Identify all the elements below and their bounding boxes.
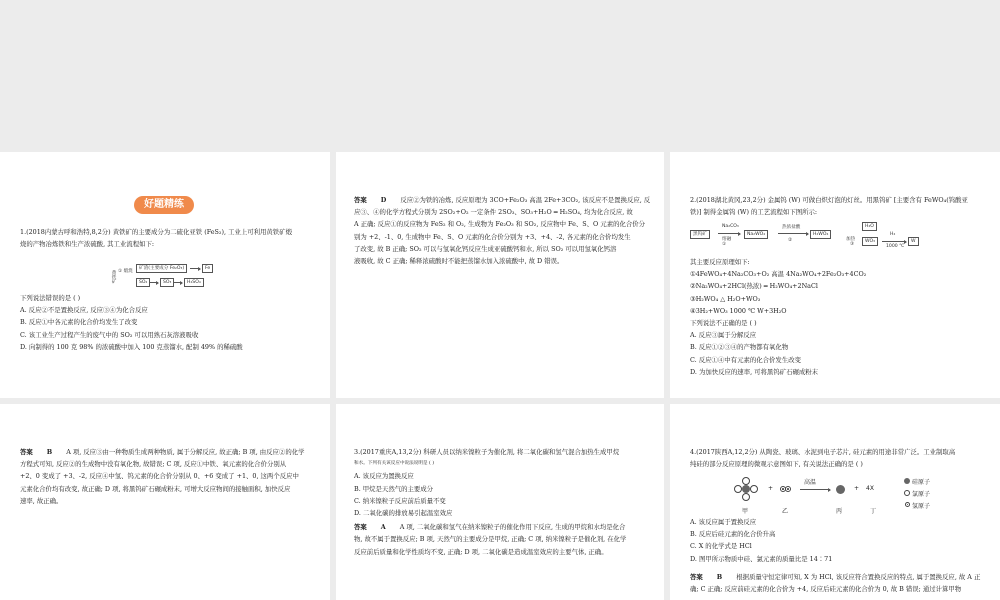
flow-arrow — [190, 268, 200, 269]
text-line: 速率, 故正确。 — [20, 496, 63, 505]
text-line: A 正确; 反应①的反应物为 FeS₂ 和 O₂, 生成物为 Fe₂O₃ 和 SO₂, 反应物中 Fe、S、O 元素的化合价分 — [354, 220, 646, 229]
text-line: 3.(2017重庆A,13,2分) 科研人员以纳米镍粒子为催化剂, 将二氧化碳和氢气混合加热生成甲烷 — [354, 448, 620, 456]
option-c[interactable]: C. 反应①④中有元素的化合价发生改变 — [690, 355, 801, 364]
legend-chlorine-label: 氯原子 — [912, 491, 931, 498]
flow-box-so3: SO₃ — [160, 278, 174, 287]
flow-box-na2wo4: Na₂WO₄ — [744, 230, 768, 239]
flow-step-number: ② — [788, 238, 793, 243]
answer-value: B — [716, 572, 723, 581]
question-2-body — [690, 256, 866, 378]
question-4-stem — [690, 446, 955, 470]
text-line: 了改变, 故 B 正确; SO₂ 可以与氢氧化钙反应生成亚硫酸钙和水, 所以 SO₂ 可以用氢氧化钙溶 — [354, 244, 617, 253]
option-b[interactable]: B. 反应①②③④的产物都有氧化物 — [690, 343, 789, 352]
flow-arrow — [778, 233, 808, 234]
flow-box-slag: 矿渣(主要成分 Fe₂O₃) — [136, 264, 187, 273]
chlorine-atom — [742, 493, 750, 501]
plus-sign: + — [854, 485, 860, 492]
text-line: 物, 故不属于置换反应; B 项, 天然气的主要成分是甲烷, 正确; C 项, 纳米镍粒子是催化剂, 在化学 — [354, 535, 627, 544]
option-a[interactable]: A. 该反应属于置换反应 — [690, 518, 757, 526]
flow-box-so2: SO₂ — [136, 278, 150, 287]
flow-box-wo3: WO₃ — [862, 237, 878, 246]
question-2-stem — [690, 194, 968, 218]
slide-1[interactable] — [0, 152, 330, 398]
text-line: 元素化合价均有改变, 故正确; D 项, 将黑钨矿石碾成粉末, 可增大反应物间的接触面积, 加快反应 — [20, 484, 291, 493]
answer-label: 答案 — [354, 523, 367, 532]
label-jia: 甲 — [742, 508, 749, 515]
option-b[interactable]: B. 反应后硅元素的化合价升高 — [690, 530, 776, 539]
text-line: 纯硅的部分反应原理的微观示意图如下, 有关说法正确的是 ( ) — [690, 460, 863, 469]
reaction-arrow — [800, 489, 830, 490]
text-line: 反应前后质量和化学性质均不变, 正确; D 项, 二氧化碳是造成温室效应的主要气体, 正确。 — [354, 547, 608, 556]
option-c[interactable]: C. 该工业生产过程产生的废气中的 SO₂ 可以用熟石灰溶液吸收 — [20, 330, 199, 339]
answer-label: 答案 — [690, 572, 703, 581]
slide-3[interactable] — [670, 152, 1000, 398]
section-banner: 好题精练 — [134, 196, 194, 214]
flow-condition: 加热 — [846, 237, 856, 242]
question-4-body — [690, 516, 980, 595]
answer-label: 答案 — [20, 448, 33, 456]
text-line: 铁)] 制得金属钨 (W) 的工艺流程如下图所示: — [690, 208, 818, 217]
reaction-1: ①4FeWO₄+4Na₂CO₃+O₂ 高温 4Na₂WO₄+2Fe₂O₃+4CO₂ — [690, 270, 867, 279]
option-b[interactable]: B. 甲烷是天然气的主要成分 — [354, 484, 434, 493]
question-1-options — [20, 292, 243, 353]
legend-chlorine-icon — [904, 490, 910, 496]
molecule-diagram — [728, 476, 988, 520]
text-line: +2、0 变成了 +3、-2, 反应④中氢、钨元素的化合价分别从 0、+6 变成了 +1、0, 这两个反应中 — [20, 472, 299, 481]
slide-2[interactable] — [336, 152, 664, 398]
flow-box-h2so4: H₂SO₄ — [184, 278, 204, 287]
label-ding: 丁 — [870, 508, 877, 515]
chlorine-atom — [734, 485, 742, 493]
flow-condition: 1000 ℃ — [886, 244, 905, 249]
silicon-atom — [742, 485, 750, 493]
option-b[interactable]: B. 反应①中各元素的化合价均发生了改变 — [20, 318, 138, 327]
flow-box-ore: 黑钨矿 — [690, 230, 710, 239]
silicon-atom — [836, 485, 845, 494]
answer-value: B — [46, 448, 53, 456]
question-prompt: 下列说法错误的是 ( ) — [20, 294, 81, 302]
option-d[interactable]: D. 二氧化碳的排放易引起温室效应 — [354, 509, 453, 518]
option-c[interactable]: C. X 的化学式是 HCl — [690, 542, 752, 551]
label-bing: 丙 — [836, 508, 843, 515]
slide-6[interactable] — [670, 404, 1000, 600]
flow-arrow — [882, 241, 906, 242]
text-line: 答案 D 反应②为铁的冶炼, 反应原理为 3CO+Fe₂O₃ 高温 2Fe+3CO₂, 该反应不是置换反应, 反 — [354, 196, 651, 204]
flow-condition: 熔融 — [722, 237, 732, 242]
reaction-condition: 高温 — [804, 479, 817, 486]
option-d[interactable]: D. 图甲所示物质中硅、氯元素的质量比是 14∶71 — [690, 554, 833, 563]
coefficient: 4X — [866, 485, 874, 492]
flow-box-h2o: H₂O — [862, 222, 877, 231]
answer-block-1 — [354, 194, 650, 267]
chlorine-atom — [742, 477, 750, 485]
text-line: 4.(2017陕西A,12,2分) 从陶瓷、玻璃、水泥到电子芯片, 硅元素的用途非常广泛。工业制取高 — [690, 448, 956, 456]
flow-arrow — [150, 282, 158, 283]
answer-block-2 — [20, 446, 305, 507]
question-prompt: 和水。下列有关该反应中说法说明是 ( ) — [354, 461, 435, 467]
text-line: 答案 A A 项, 二氧化碳和氢气在纳米镍粒子的催化作用下反应, 生成的甲烷和水均是化合 — [354, 523, 626, 532]
flow-step-number: ① — [722, 242, 727, 247]
slide-4[interactable] — [0, 404, 330, 600]
reaction-3: ③H₂WO₄ △ H₂O+WO₃ — [690, 294, 761, 303]
hydrogen-atom — [785, 486, 791, 492]
flow-box-h2wo4: H₂WO₄ — [810, 230, 831, 239]
flow-diagram-2 — [690, 222, 930, 250]
question-prompt: 下列说法不正确的是 ( ) — [690, 319, 757, 328]
legend-silicon-label: 硅原子 — [912, 479, 931, 486]
text-line: 烧的产物冶炼铁和生产浓硫酸, 其工业流程如下: — [20, 240, 155, 249]
option-d[interactable]: D. 向制得的 100 克 98% 的浓硫酸中加入 100 克蒸馏水, 配制 49% 的稀硫酸 — [20, 342, 243, 351]
text-line: 液吸收, 故 C 正确; 稀释浓硫酸时不能把蒸馏水加入浓硫酸中, 故 D 错误。 — [354, 257, 564, 266]
flow-ore-label: 黄铁矿 — [111, 270, 116, 284]
legend-hydrogen-label: 氢原子 — [912, 503, 931, 510]
question-3 — [354, 446, 626, 558]
plus-sign: + — [768, 485, 774, 492]
option-a[interactable]: A. 该反应为置换反应 — [354, 472, 414, 481]
flow-reagent: H₂ — [890, 232, 896, 237]
answer-value: A — [380, 523, 386, 532]
answer-value: D — [380, 196, 387, 204]
flow-box-fe: Fe — [202, 264, 213, 273]
reaction-4: ④3H₂+WO₃ 1000 ℃ W+3H₂O — [690, 306, 787, 315]
option-a[interactable]: A. 反应③属于分解反应 — [690, 331, 757, 340]
flow-reagent: Na₂CO₃ — [722, 224, 739, 229]
flow-reagent: 热浓盐酸 — [782, 225, 801, 230]
text-line: 答案 B A 项, 反应③由一种物质生成两种物质, 属于分解反应, 故正确; B 项, 由反应②的化学 — [20, 448, 305, 456]
text-line: 方程式可知, 反应②的生成物中没有氧化物, 故错误; C 项, 反应①中铁、氧元素的化合价分别从 — [20, 460, 287, 469]
option-a[interactable]: A. 反应②不是置换反应, 反应③④为化合反应 — [20, 306, 148, 315]
flow-step-number: ③ — [850, 242, 855, 247]
option-d[interactable]: D. 为加快反应的速率, 可将黑钨矿石碾成粉末 — [690, 367, 819, 376]
slide-5[interactable] — [336, 404, 664, 600]
text-line: 别为 +2、-1、0, 生成物中 Fe、S、O 元素的化合价分别为 +3、+4、-2, 各元素的化合价均发生 — [354, 232, 631, 241]
text-line: 1.(2018内蒙古呼和浩特,8,2分) 黄铁矿的主要成分为二硫化亚铁 (FeS₂), 工业上可利用黄铁矿煅 — [20, 228, 292, 236]
text-line: 其主要反应原理如下: — [690, 258, 750, 266]
text-line: 答案 B 根据质量守恒定律可知, X 为 HCl, 该反应符合置换反应的特点, 属于置换反应, 故 A 正 — [690, 572, 981, 581]
question-1-stem — [20, 226, 292, 250]
legend-silicon-icon — [904, 478, 910, 484]
label-yi: 乙 — [782, 508, 789, 515]
flow-diagram-1 — [110, 262, 220, 292]
answer-label: 答案 — [354, 196, 367, 204]
legend-hydrogen-icon — [905, 502, 910, 507]
flow-box-w: W — [908, 237, 919, 246]
text-line: 确; C 正确; 反应前硅元素的化合价为 +4, 反应后硅元素的化合价为 0, 故 B 错误; 通过计算甲物 — [690, 585, 962, 594]
option-c[interactable]: C. 纳米镍粒子反应前后质量不变 — [354, 496, 446, 505]
flow-arrow — [174, 282, 182, 283]
flow-step-label: ① 煅烧 — [118, 269, 133, 274]
text-line: 2.(2018湖北黄冈,23,2分) 金属钨 (W) 可做白炽灯泡的灯丝。用黑钨矿 [主要含有 FeWO₄(钨酸亚 — [690, 196, 968, 204]
flow-arrow — [718, 233, 740, 234]
chlorine-atom — [750, 485, 758, 493]
text-line: 应③、④的化学方程式分别为 2SO₂+O₂ 一定条件 2SO₃、SO₃+H₂O ═ H₂SO₄, 均为化合反应, 故 — [354, 208, 633, 217]
reaction-2: ②Na₂WO₄+2HCl(热浓) ═ H₂WO₄+2NaCl — [690, 282, 818, 291]
